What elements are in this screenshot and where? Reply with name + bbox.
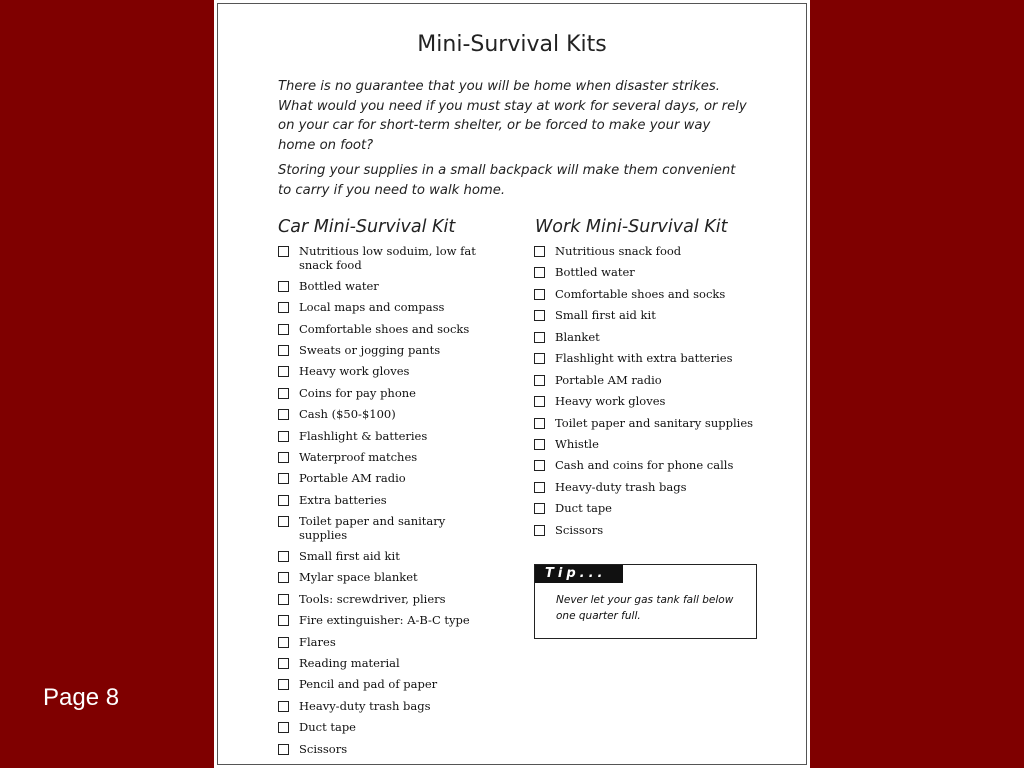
work-kit-item: [534, 245, 764, 259]
car-kit-item-label: Nutritious low soduim, low fat snack food: [299, 244, 476, 272]
checkbox[interactable]: [278, 246, 289, 257]
car-kit-item-label: Tools: screwdriver, pliers: [299, 591, 446, 606]
checkbox[interactable]: [534, 289, 545, 300]
work-kit-item-label: Blanket: [555, 329, 600, 344]
checkbox[interactable]: [278, 551, 289, 562]
car-kit-item: [278, 323, 488, 337]
car-kit-item: [278, 408, 488, 422]
work-kit-item-label: Portable AM radio: [555, 372, 662, 387]
checkbox[interactable]: [534, 482, 545, 493]
checkbox[interactable]: [278, 637, 289, 648]
work-kit-item: [534, 417, 764, 431]
work-kit-item-label: Whistle: [555, 436, 599, 451]
checkbox[interactable]: [278, 701, 289, 712]
checkbox[interactable]: [534, 246, 545, 257]
intro-text: [278, 77, 748, 206]
checkbox[interactable]: [278, 431, 289, 442]
checkbox[interactable]: [278, 658, 289, 669]
car-kit-item: [278, 636, 488, 650]
work-kit-item: [534, 459, 764, 473]
document-title: Mini-Survival Kits: [417, 32, 607, 57]
checkbox[interactable]: [278, 495, 289, 506]
checkbox[interactable]: [534, 439, 545, 450]
car-kit-item-label: Portable AM radio: [299, 471, 406, 486]
checkbox[interactable]: [278, 722, 289, 733]
work-kit-item: [534, 266, 764, 280]
car-kit-item: [278, 721, 488, 735]
car-kit-item: [278, 571, 488, 585]
car-kit-item-label: Heavy work gloves: [299, 364, 410, 379]
work-kit-item: [534, 524, 764, 538]
checkbox[interactable]: [534, 267, 545, 278]
car-kit-item-label: Reading material: [299, 656, 400, 671]
car-kit-item-label: Comfortable shoes and socks: [299, 321, 470, 336]
work-kit-item: [534, 352, 764, 366]
car-kit-item: [278, 700, 488, 714]
car-kit-item-label: Sweats or jogging pants: [299, 343, 441, 358]
car-kit-heading: Car Mini-Survival Kit: [278, 217, 456, 237]
work-kit-item-label: Bottled water: [555, 265, 635, 280]
checkbox[interactable]: [278, 473, 289, 484]
checkbox[interactable]: [534, 503, 545, 514]
car-kit-item-label: Coins for pay phone: [299, 385, 416, 400]
checkbox[interactable]: [278, 594, 289, 605]
checkbox[interactable]: [534, 460, 545, 471]
checkbox[interactable]: [278, 281, 289, 292]
car-kit-item: [278, 430, 488, 444]
work-kit-item-label: Toilet paper and sanitary supplies: [555, 415, 754, 430]
checkbox[interactable]: [278, 572, 289, 583]
checkbox[interactable]: [534, 525, 545, 536]
checkbox[interactable]: [278, 388, 289, 399]
car-kit-item: [278, 344, 488, 358]
checkbox[interactable]: [278, 324, 289, 335]
car-kit-item: [278, 657, 488, 671]
checkbox[interactable]: [278, 345, 289, 356]
checkbox[interactable]: [278, 409, 289, 420]
work-kit-item: [534, 502, 764, 516]
car-kit-item: [278, 614, 488, 628]
checkbox[interactable]: [534, 310, 545, 321]
work-kit-item-label: Small first aid kit: [555, 308, 656, 323]
work-kit-item: [534, 438, 764, 452]
car-kit-item: [278, 494, 488, 508]
car-kit-item: [278, 280, 488, 294]
work-kit-item-label: Nutritious snack food: [555, 244, 682, 258]
checkbox[interactable]: [278, 302, 289, 313]
car-kit-item-label: Mylar space blanket: [299, 570, 418, 585]
car-kit-item: [278, 472, 488, 486]
car-kit-checklist: [278, 245, 488, 764]
checkbox[interactable]: [534, 353, 545, 364]
car-kit-item-label: Bottled water: [299, 278, 379, 293]
work-kit-item: [534, 481, 764, 495]
car-kit-item: [278, 593, 488, 607]
checkbox[interactable]: [534, 396, 545, 407]
checkbox[interactable]: [534, 375, 545, 386]
car-kit-item: [278, 678, 488, 692]
work-kit-heading: Work Mini-Survival Kit: [535, 217, 728, 237]
car-kit-item-label: Pencil and pad of paper: [299, 677, 438, 692]
work-kit-item-label: Duct tape: [555, 501, 612, 516]
checkbox[interactable]: [534, 332, 545, 343]
tip-box: [534, 564, 757, 639]
car-kit-item: [278, 365, 488, 379]
car-kit-item: [278, 550, 488, 564]
car-kit-item: [278, 743, 488, 757]
intro-paragraph-1: There is no guarantee that you will be home when disaster strikes. What would you need if you must stay at work for several days, or rely on your car for short-term shelter, or be forced to make your way home on foot?: [278, 79, 747, 153]
checkbox[interactable]: [278, 366, 289, 377]
intro-paragraph-2: Storing your supplies in a small backpack will make them convenient to carry if you need to walk home.: [278, 163, 736, 198]
car-kit-item: [278, 451, 488, 465]
work-kit-item: [534, 374, 764, 388]
work-kit-item-label: Heavy work gloves: [555, 394, 666, 409]
car-kit-item-label: Small first aid kit: [299, 549, 400, 564]
car-kit-item-label: Heavy-duty trash bags: [299, 698, 431, 713]
car-kit-item-label: Waterproof matches: [299, 450, 418, 465]
work-kit-item-label: Cash and coins for phone calls: [555, 458, 734, 473]
page-number-label: Page 8: [43, 684, 120, 711]
car-kit-item-label: Cash ($50-$100): [299, 407, 396, 422]
car-kit-item: [278, 301, 488, 315]
work-kit-item: [534, 331, 764, 345]
checkbox[interactable]: [278, 516, 289, 527]
work-kit-item-label: Scissors: [555, 522, 604, 537]
work-kit-item-label: Flashlight with extra batteries: [555, 351, 733, 366]
work-kit-checklist: [534, 245, 764, 545]
work-kit-item: [534, 395, 764, 409]
car-kit-item-label: Flashlight & batteries: [299, 428, 428, 443]
car-kit-item: [278, 245, 488, 272]
work-kit-item: [534, 288, 764, 302]
car-kit-item: [278, 387, 488, 401]
checkbox[interactable]: [534, 418, 545, 429]
tip-text: Never let your gas tank fall below one quarter full.: [556, 594, 734, 622]
work-kit-item-label: Heavy-duty trash bags: [555, 479, 687, 494]
car-kit-item-label: Toilet paper and sanitary supplies: [299, 514, 446, 542]
checkbox[interactable]: [278, 615, 289, 626]
checkbox[interactable]: [278, 679, 289, 690]
document-page: [214, 0, 810, 768]
car-kit-item-label: Flares: [299, 634, 336, 649]
checkbox[interactable]: [278, 744, 289, 755]
car-kit-item-label: Fire extinguisher: A-B-C type: [299, 613, 470, 628]
checkbox[interactable]: [278, 452, 289, 463]
car-kit-item-label: Scissors: [299, 741, 348, 756]
car-kit-item-label: Extra batteries: [299, 492, 387, 507]
work-kit-item: [534, 309, 764, 323]
work-kit-item-label: Comfortable shoes and socks: [555, 286, 726, 301]
car-kit-item: [278, 515, 488, 542]
car-kit-item-label: Duct tape: [299, 720, 356, 735]
car-kit-item-label: Local maps and compass: [299, 300, 445, 315]
tip-label: Tip...: [535, 565, 623, 583]
